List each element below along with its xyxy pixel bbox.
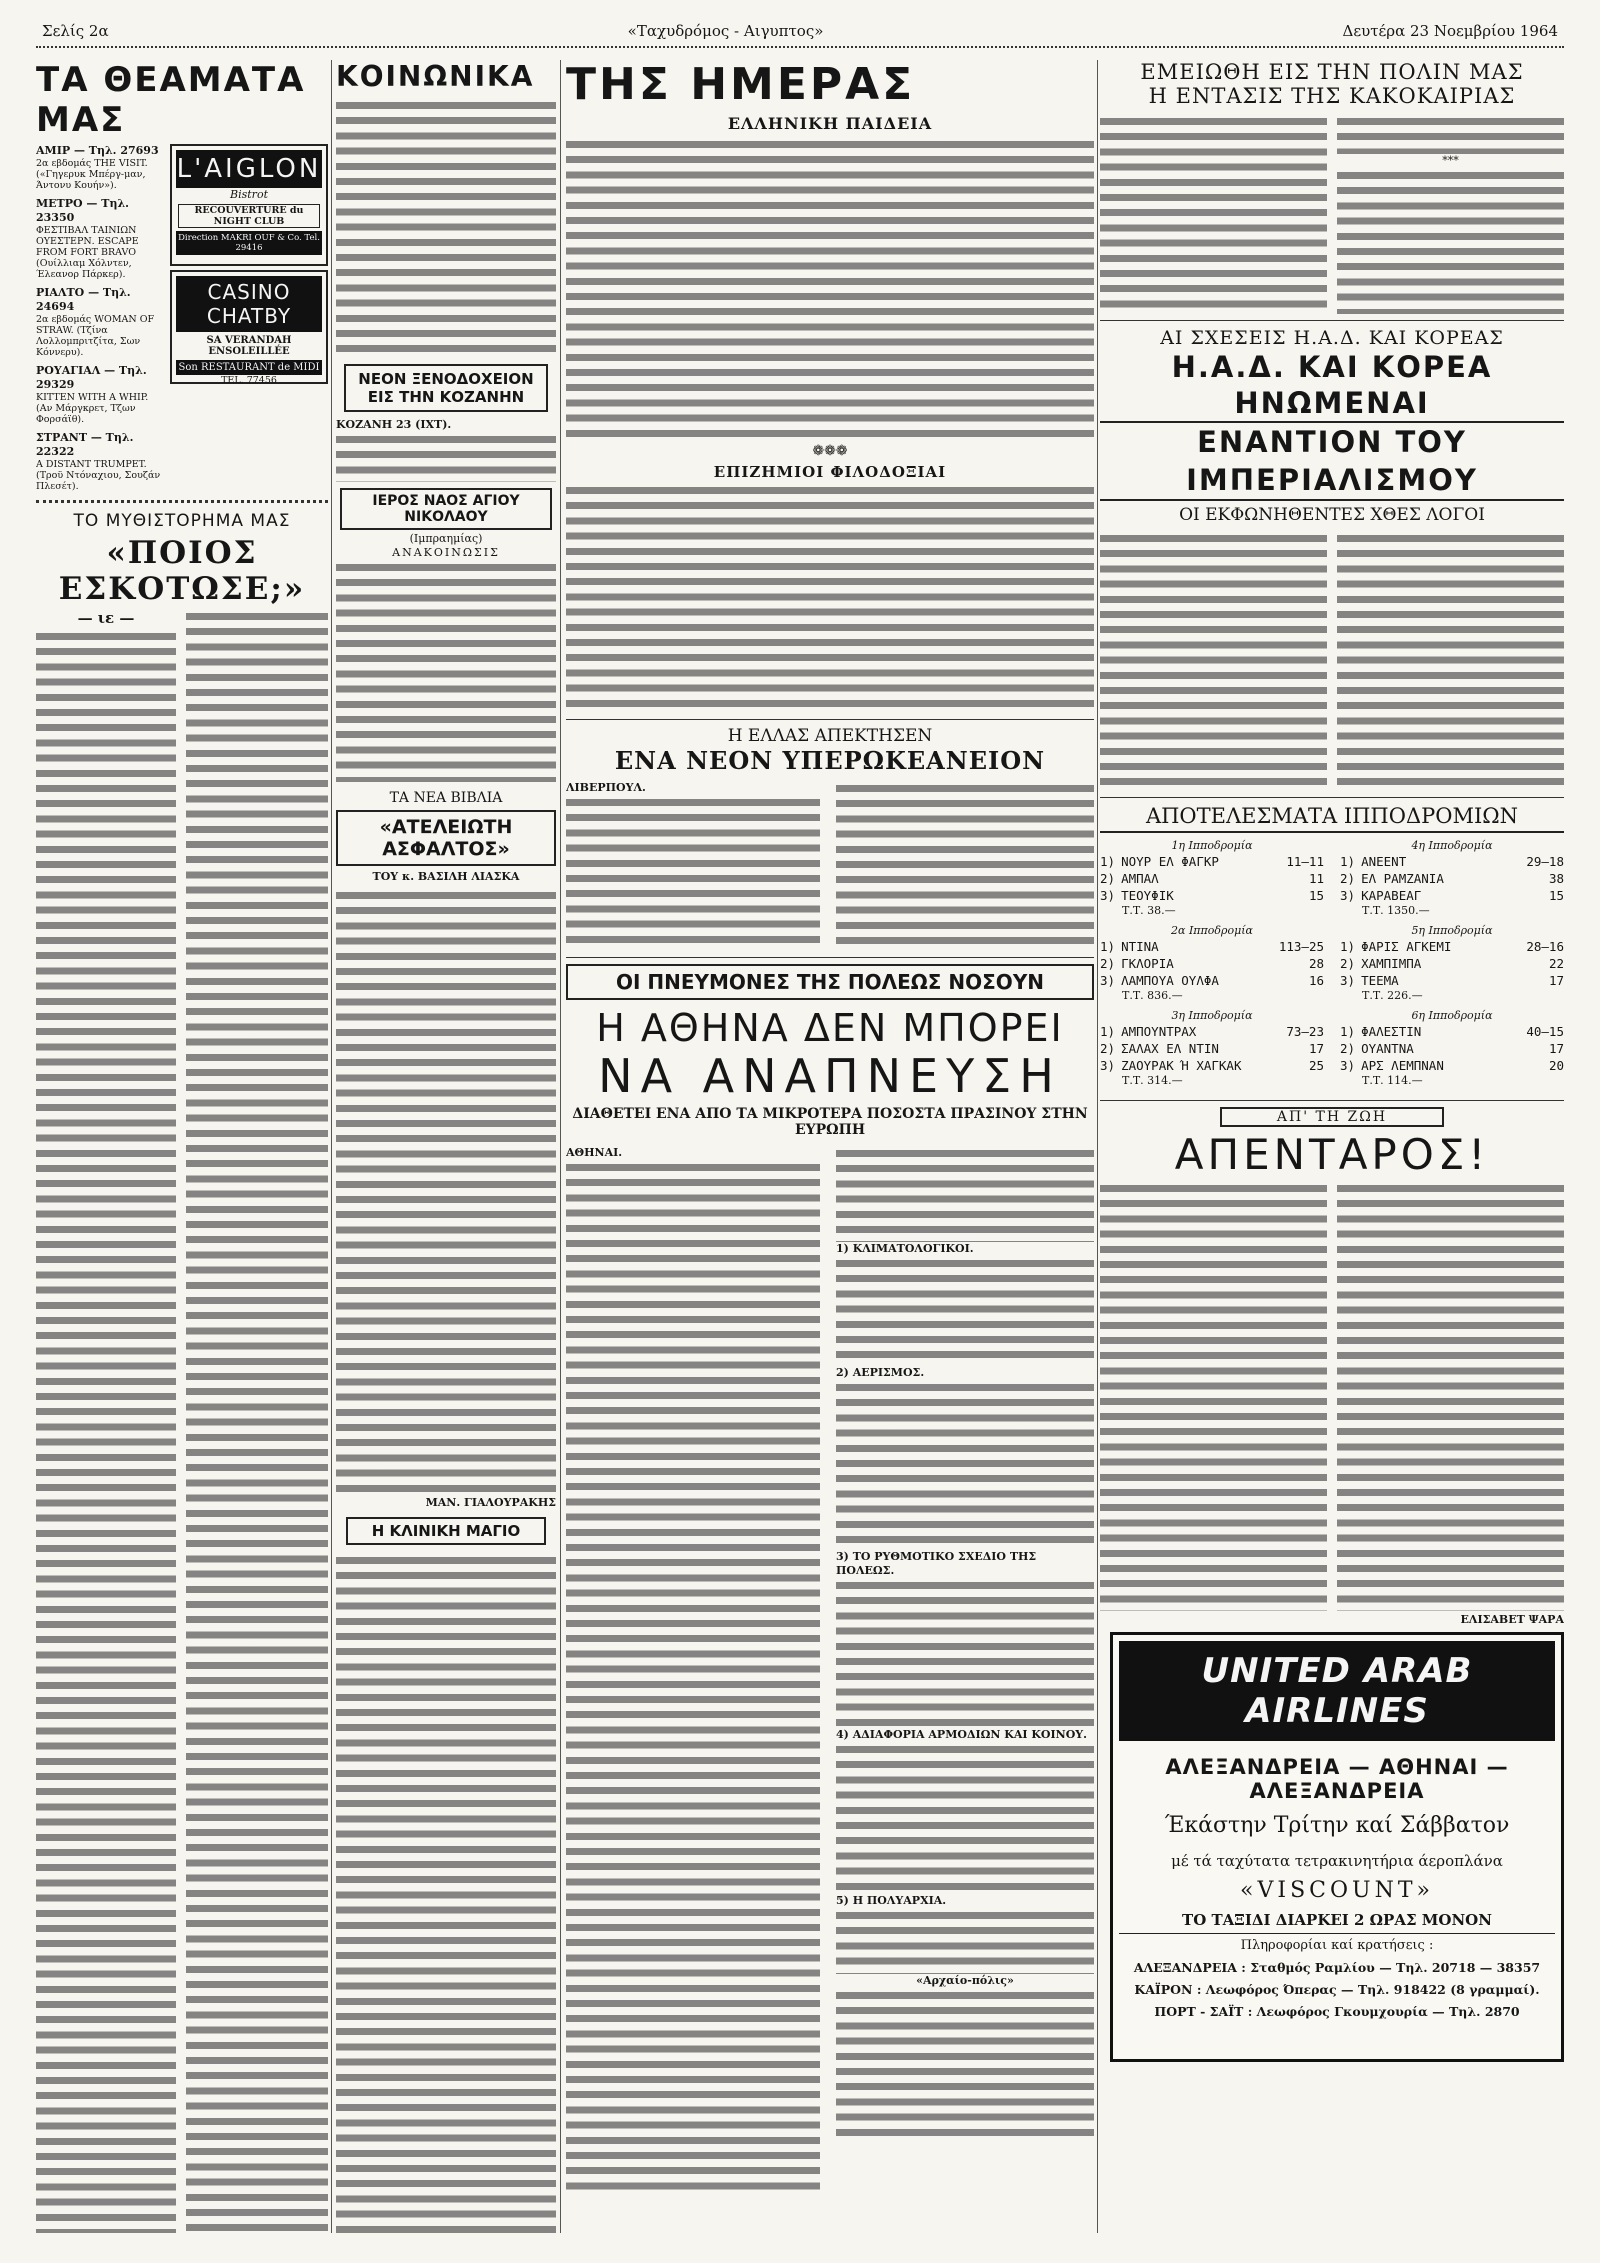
- race-odds: 17: [1548, 1041, 1564, 1056]
- race-place: 3): [1100, 1058, 1116, 1073]
- race-horse: ΑΜΠΟΥΝΤΡΑΧ: [1121, 1024, 1197, 1039]
- divider: [1100, 1100, 1564, 1101]
- airline-name: UNITED ARAB AIRLINES: [1119, 1641, 1555, 1741]
- korea-text-col2: [1337, 531, 1564, 791]
- weather-title-2: Η ΕΝΤΑΣΙΣ ΤΗΣ ΚΑΚΟΚΑΙΡΙΑΣ: [1148, 84, 1516, 108]
- issue-date: Δευτέρα 23 Νοεμβρίου 1964: [1336, 22, 1564, 40]
- liverpool-article: [566, 781, 1094, 951]
- serial-heading: ΤΟ ΜΥΘΙΣΤΟΡΗΜΑ ΜΑΣ: [73, 511, 291, 531]
- divider: [1100, 320, 1564, 321]
- race-horse: ΝΟΥΡ ΕΛ ΦΑΓΚΡ: [1121, 854, 1219, 869]
- athens-title-2: ΝΑ ΑΝΑΠΝΕΥΣΗ: [598, 1049, 1062, 1103]
- korea-kicker: ΑΙ ΣΧΕΣΕΙΣ Η.Α.Δ. ΚΑΙ ΚΟΡΕΑΣ: [1160, 327, 1504, 349]
- race-total: Τ.Τ. 1350.—: [1362, 904, 1430, 917]
- life-signature: ΕΛΙΣΑΒΕΤ ΨΑΡΑ: [1460, 1613, 1564, 1626]
- serial-text-col2: [186, 609, 328, 2233]
- life-text-col2: [1337, 1181, 1564, 1611]
- race-odds: 22: [1548, 956, 1564, 971]
- column-social: [336, 60, 556, 2233]
- church-kicker: ΑΝΑΚΟΙΝΩΣΙΣ: [392, 546, 500, 559]
- race-heading: 3η Ιπποδρομία: [1171, 1009, 1253, 1022]
- airline-ad: [1110, 1632, 1564, 2062]
- race-result-row: [1100, 1040, 1324, 1057]
- theatres-title: ΤΑ ΘΕΑΜΑΤΑ ΜΑΣ: [36, 60, 306, 140]
- race-total: Τ.Τ. 226.—: [1362, 989, 1423, 1002]
- athens-point-2: 2) ΑΕΡΙΣΜΟΣ.: [836, 1366, 925, 1379]
- life-title: ΑΠΕΝΤΑΡΟΣ!: [1174, 1130, 1490, 1179]
- today-kicker-ambitions: ΕΠΙΖΗΜΙΟΙ ΦΙΛΟΔΟΞΙΑΙ: [713, 463, 947, 481]
- divider: [566, 719, 1094, 720]
- race-place: 3): [1340, 888, 1356, 903]
- race-horse: ΑΜΠΑΛ: [1121, 871, 1159, 886]
- race-place: 1): [1340, 939, 1356, 954]
- races-title: ΑΠΟΤΕΛΕΣΜΑΤΑ ΙΠΠΟΔΡΟΜΙΩΝ: [1100, 804, 1564, 833]
- race-result-row: [1340, 887, 1564, 904]
- race-result-row: [1340, 1057, 1564, 1074]
- race-result-row: [1340, 1040, 1564, 1057]
- race-odds: 17: [1548, 973, 1564, 988]
- weather-text-col2: [1337, 168, 1564, 314]
- race-heading: 4η Ιπποδρομία: [1411, 839, 1493, 852]
- race-odds: 73—23: [1286, 1024, 1324, 1039]
- column-theatres: [36, 60, 328, 2233]
- race-place: 3): [1340, 973, 1356, 988]
- athens-point-4: 4) ΑΔΙΑΦΟΡΙΑ ΑΡΜΟΔΙΩΝ ΚΑΙ ΚΟΙΝΟΥ.: [836, 1728, 1087, 1741]
- race-horse: ΓΚΛΟΡΙΑ: [1121, 956, 1174, 971]
- race-total: Τ.Τ. 38.—: [1122, 904, 1176, 917]
- race-place: 1): [1340, 854, 1356, 869]
- race-result-row: [1340, 1023, 1564, 1040]
- race-place: 2): [1100, 1041, 1116, 1056]
- race-odds: 28—16: [1526, 939, 1564, 954]
- race-place: 2): [1100, 871, 1116, 886]
- race-heading: 6η Ιπποδρομία: [1411, 1009, 1493, 1022]
- korea-title-2: ΕΝΑΝΤΙΟΝ ΤΟΥ ΙΜΠΕΡΙΑΛΙΣΜΟΥ: [1100, 423, 1564, 501]
- race-horse: ΧΑΜΠΙΜΠΑ: [1361, 956, 1422, 971]
- race-horse: ΕΛ ΡΑΜΖΑΝΙΑ: [1361, 871, 1444, 886]
- race-odds: 28: [1308, 956, 1324, 971]
- magic-text: [336, 1553, 556, 2233]
- serial-text-col1: [36, 629, 176, 2233]
- athens-title-1: Η ΑΘΗΝΑ ΔΕΝ ΜΠΟΡΕΙ: [596, 1006, 1064, 1050]
- race-place: 2): [1340, 1041, 1356, 1056]
- athens-point-1: 1) ΚΛΙΜΑΤΟΛΟΓΙΚΟΙ.: [836, 1242, 974, 1255]
- airline-aircraft: μέ τά ταχύτατα τετρακινητήρια άεροπλάνα: [1171, 1852, 1503, 1870]
- athens-closing-quote: «Αρχαίο-πόλις»: [916, 1974, 1014, 1987]
- race-result-row: [1100, 870, 1324, 887]
- race-odds: 16: [1308, 973, 1324, 988]
- race-result-row: [1340, 938, 1564, 955]
- church-text: [336, 560, 556, 782]
- airline-office: ΠΟΡΤ - ΣΑΪΤ : Λεωφόρος Γκουμχουρία — Τηλ. 2870: [1154, 2004, 1520, 2019]
- korea-text-col1: [1100, 531, 1327, 791]
- weather-ornament: ***: [1442, 154, 1459, 167]
- race-result-row: [1340, 853, 1564, 870]
- korea-subtitle: ΟΙ ΕΚΦΩΝΗΘΕΝΤΕΣ ΧΘΕΣ ΛΟΓΟΙ: [1179, 505, 1485, 525]
- race-result-row: [1340, 870, 1564, 887]
- page-number: Σελίς 2α: [36, 22, 115, 40]
- race-result-row: [1100, 972, 1324, 989]
- column-rule: [1097, 60, 1098, 2233]
- race-heading: 5η Ιπποδρομία: [1411, 924, 1493, 937]
- airline-days: Έκάστην Τρίτην καί Σάββατον: [1164, 1813, 1510, 1838]
- race-result-row: [1100, 955, 1324, 972]
- divider: [566, 957, 1094, 958]
- race-result-row: [1100, 853, 1324, 870]
- race-horse: ΤΕΕΜΑ: [1361, 973, 1399, 988]
- race-result-row: [1340, 955, 1564, 972]
- kozani-dateline: ΚΟΖΑΝΗ 23 (ΙΧΤ).: [336, 418, 452, 431]
- airline-info: Πληροφορίαι καί κρατήσεις :: [1240, 1938, 1434, 1953]
- athens-subtitle: ΔΙΑΘΕΤΕΙ ΕΝΑ ΑΠΟ ΤΑ ΜΙΚΡΟΤΕΡΑ ΠΟΣΟΣΤΑ ΠΡΑΣΙΝΟΥ ΣΤΗΝ ΕΥΡΩΠΗ: [572, 1106, 1088, 1138]
- race-place: 3): [1100, 888, 1116, 903]
- race-total: Τ.Τ. 314.—: [1122, 1074, 1183, 1087]
- liverpool-dateline: ΛΙΒΕΡΠΟΥΛ.: [566, 781, 646, 794]
- life-text-col1: [1100, 1181, 1327, 1611]
- casino-ad: CASINO CHATBY SA VERANDAH ENSOLEILLÉE Son RESTAURANT de MIDI TEL. 77456: [170, 270, 328, 384]
- masthead: [36, 16, 1564, 48]
- race-result-row: [1100, 1057, 1324, 1074]
- education-text: [566, 137, 1094, 439]
- theatre-listing: ΑΜΙΡ — Τηλ. 27693 2α εβδομάς THE VISIT. («Γηγερυκ Μπέργ-μαν, Άντονυ Κουήν»).: [36, 144, 159, 191]
- race-results-right: [1340, 839, 1564, 1094]
- theatre-listing: ΜΕΤΡΟ — Τηλ. 23350 ΦΕΣΤΙΒΑΛ ΤΑΙΝΙΩΝ ΟΥΕΣΤΕΡΝ. ESCAPE FROM FORT BRAVO (Ουίλλιαμ Χόλντεν, Έλεανορ Πάρκερ).: [36, 197, 139, 280]
- race-horse: ΝΤΙΝΑ: [1121, 939, 1159, 954]
- race-odds: 113—25: [1278, 939, 1324, 954]
- race-horse: ΤΕΟΥΦΙΚ: [1121, 888, 1174, 903]
- race-horse: ΛΑΜΠΟΥΑ ΟΥΛΦΑ: [1121, 973, 1219, 988]
- race-horse: ΦΑΡΙΣ ΑΓΚΕΜΙ: [1361, 939, 1452, 954]
- race-odds: 15: [1308, 888, 1324, 903]
- race-heading: 2α Ιπποδρομία: [1171, 924, 1253, 937]
- book-name: «ΑΤΕΛΕΙΩΤΗ ΑΣΦΑΛΤΟΣ»: [336, 810, 556, 866]
- kozani-title: ΝΕΟΝ ΞΕΝΟΔΟΧΕΙΟΝ ΕΙΣ ΤΗΝ ΚΟΖΑΝΗΝ: [344, 364, 548, 412]
- airline-duration: ΤΟ ΤΑΞΙΔΙ ΔΙΑΡΚΕΙ 2 ΩΡΑΣ ΜΟΝΟΝ: [1119, 1911, 1555, 1934]
- social-notices: [336, 98, 556, 358]
- race-place: 2): [1340, 956, 1356, 971]
- race-result-row: [1100, 887, 1324, 904]
- theatre-listing: ΡΟΥΑΓΙΑΛ — Τηλ. 29329 KITTEN WITH A WHIP. (Αν Μάργκρετ, Τζων Φορσάϊθ).: [36, 364, 149, 425]
- book-review: [336, 888, 556, 1496]
- race-heading: 1η Ιπποδρομία: [1171, 839, 1253, 852]
- race-odds: 38: [1548, 871, 1564, 886]
- race-odds: 15: [1548, 888, 1564, 903]
- race-horse: ΚΑΡΑΒΕΑΓ: [1361, 888, 1422, 903]
- race-odds: 17: [1308, 1041, 1324, 1056]
- theatre-listings: [36, 144, 164, 492]
- church-subtitle: (Ιμπραημίας): [409, 532, 483, 545]
- race-odds: 20: [1548, 1058, 1564, 1073]
- race-horse: ΑΡΣ ΛΕΜΠΝΑΝ: [1361, 1058, 1444, 1073]
- liverpool-title-2: ΕΝΑ ΝΕΟΝ ΥΠΕΡΩΚΕΑΝΕΙΟΝ: [614, 746, 1046, 775]
- airline-route: ΑΛΕΞΑΝΔΡΕΙΑ — ΑΘΗΝΑΙ — ΑΛΕΞΑΝΔΡΕΙΑ: [1165, 1755, 1509, 1803]
- race-place: 3): [1340, 1058, 1356, 1073]
- column-rule: [331, 60, 332, 2233]
- race-horse: ΦΑΛΕΣΤΙΝ: [1361, 1024, 1422, 1039]
- column-rule: [560, 60, 561, 2233]
- divider: [1100, 797, 1564, 798]
- race-place: 2): [1100, 956, 1116, 971]
- race-results: [1100, 839, 1564, 1094]
- athens-point-5: 5) Η ΠΟΛΥΑΡΧΙΑ.: [836, 1894, 947, 1907]
- race-result-row: [1340, 972, 1564, 989]
- paper-name: «Ταχυδρόμος - Αιγυπτος»: [622, 22, 830, 40]
- column-today: [566, 60, 1094, 2233]
- weather-text-col1: [1100, 114, 1327, 314]
- airline-plane: «VISCOUNT»: [1240, 1878, 1434, 1903]
- liverpool-title-1: Η ΕΛΛΑΣ ΑΠΕΚΤΗΣΕΝ: [727, 726, 933, 746]
- race-place: 2): [1340, 871, 1356, 886]
- book-author: ΤΟΥ κ. ΒΑΣΙΛΗ ΛΙΑΣΚΑ: [372, 870, 520, 883]
- race-odds: 11—11: [1286, 854, 1324, 869]
- weather-title-1: ΕΜΕΙΩΘΗ ΕΙΣ ΤΗΝ ΠΟΛΙΝ ΜΑΣ: [1140, 60, 1524, 84]
- race-odds: 11: [1308, 871, 1324, 886]
- theatre-listing: ΡΙΑΛΤΟ — Τηλ. 24694 2α εβδομάς WOMAN OF STRAW. (Τζίνα Λολλομπριτζίτα, Σων Κόννερυ).: [36, 286, 155, 358]
- serial-title: «ΠΟΙΟΣ ΕΣΚΟΤΩΣΕ;»: [58, 535, 306, 607]
- serial-chapter: — ιε —: [77, 609, 135, 627]
- athens-kicker: ΟΙ ΠΝΕΥΜΟΝΕΣ ΤΗΣ ΠΟΛΕΩΣ ΝΟΣΟΥΝ: [566, 964, 1094, 1000]
- race-odds: 29—18: [1526, 854, 1564, 869]
- race-odds: 25: [1308, 1058, 1324, 1073]
- race-horse: ΣΑΛΑΧ ΕΛ ΝΤΙΝ: [1121, 1041, 1219, 1056]
- theatre-listing: ΣΤΡΑΝΤ — Τηλ. 22322 A DISTANT TRUMPET. (Τροϋ Ντόναχιου, Σουζάν Πλεσέτ).: [36, 431, 161, 492]
- athens-point-3: 3) ΤΟ ΡΥΘΜΟΤΙΚΟ ΣΧΕΔΙΟ ΤΗΣ ΠΟΛΕΩΣ.: [836, 1550, 1037, 1577]
- church-title: ΙΕΡΟΣ ΝΑΟΣ ΑΓΙΟΥ ΝΙΚΟΛΑΟΥ: [340, 488, 552, 530]
- race-place: 1): [1340, 1024, 1356, 1039]
- race-total: Τ.Τ. 114.—: [1362, 1074, 1423, 1087]
- review-signature: ΜΑΝ. ΓΙΑΛΟΥΡΑΚΗΣ: [425, 1496, 556, 1509]
- race-place: 1): [1100, 1024, 1116, 1039]
- airline-office: ΑΛΕΞΑΝΔΡΕΙΑ : Σταθμός Ραμλίου — Τηλ. 20718 — 38357: [1133, 1960, 1541, 1975]
- race-result-row: [1100, 1023, 1324, 1040]
- kozani-text: [336, 432, 556, 482]
- race-horse: ΑΝΕΕΝΤ: [1361, 854, 1407, 869]
- airline-office: ΚΑΪΡΟΝ : Λεωφόρος Όπερας — Τηλ. 918422 (8 γραμμαί).: [1134, 1982, 1540, 1997]
- race-horse: ΟΥΑΝΤΝΑ: [1361, 1041, 1414, 1056]
- race-total: Τ.Τ. 836.—: [1122, 989, 1183, 1002]
- life-kicker: ΑΠ' ΤΗ ΖΩΗ: [1220, 1107, 1444, 1127]
- theatre-ads: [170, 144, 328, 492]
- today-ornament: ❁❁❁: [812, 443, 848, 459]
- today-kicker-education: ΕΛΛΗΝΙΚΗ ΠΑΙΔΕΙΑ: [727, 114, 933, 133]
- race-horse: ΖΑΟΥΡΑΚ Ή ΧΑΓΚΑΚ: [1121, 1058, 1242, 1073]
- books-title: ΤΑ ΝΕΑ ΒΙΒΛΙΑ: [389, 790, 503, 806]
- race-place: 1): [1100, 854, 1116, 869]
- athens-dateline: ΑΘΗΝΑΙ.: [566, 1146, 623, 1159]
- race-results-left: [1100, 839, 1324, 1094]
- magic-title: Η ΚΛΙΝΙΚΗ ΜΑΓΙΟ: [346, 1517, 546, 1545]
- korea-title-1: Η.Α.Δ. ΚΑΙ ΚΟΡΕΑ ΗΝΩΜΕΝΑΙ: [1100, 349, 1564, 423]
- race-result-row: [1100, 938, 1324, 955]
- column-right: [1100, 60, 1564, 2233]
- aiglon-ad: L'AIGLON Bistrot RECOUVERTURE du NIGHT CLUB Direction MAKRI OUF & Co. Tel. 29416: [170, 144, 328, 266]
- today-title: ΤΗΣ ΗΜΕΡΑΣ: [566, 60, 916, 110]
- race-place: 3): [1100, 973, 1116, 988]
- divider: [36, 500, 328, 503]
- race-odds: 40—15: [1526, 1024, 1564, 1039]
- social-title: ΚΟΙΝΩΝΙΚΑ: [336, 60, 535, 93]
- ambitions-text: [566, 483, 1094, 713]
- race-place: 1): [1100, 939, 1116, 954]
- athens-article: [566, 1146, 1094, 2206]
